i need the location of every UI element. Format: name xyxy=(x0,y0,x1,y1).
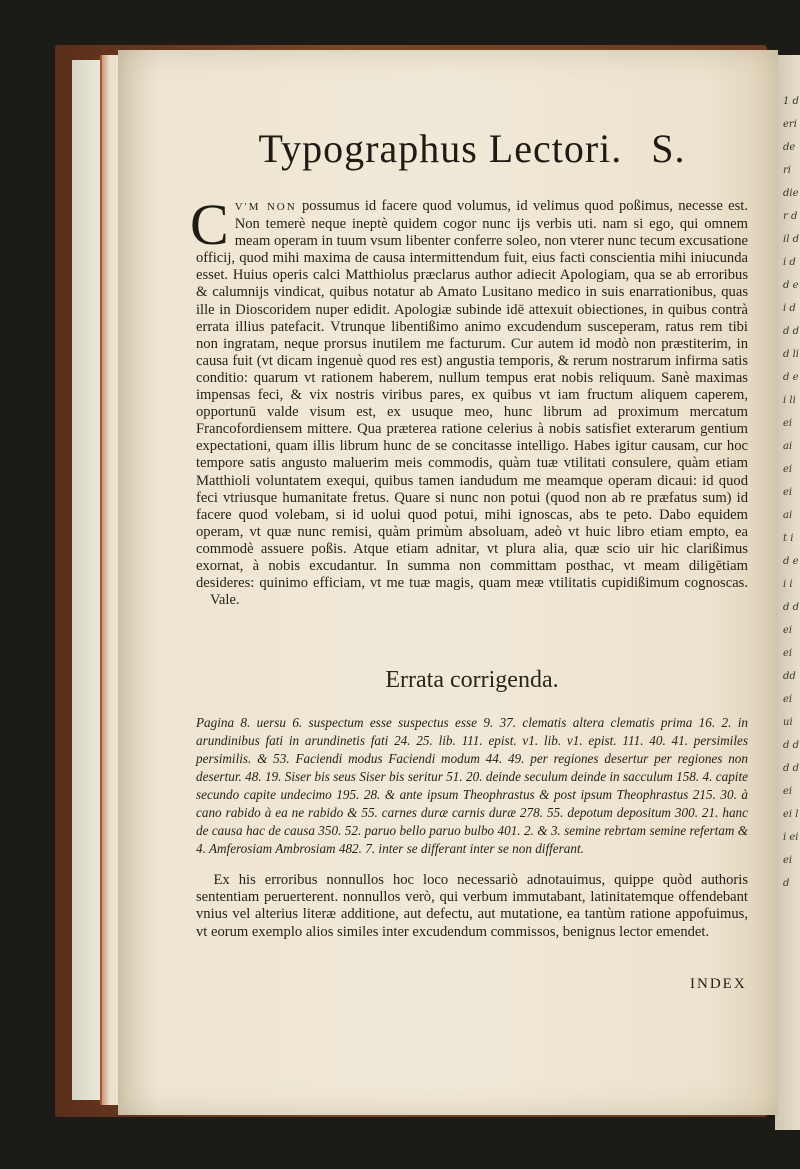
vale: Vale. xyxy=(210,592,240,609)
errata-list: Pagina 8. uersu 6. suspectum esse suspectus esse 9. 37. clematis altera clematis prima 16. 2. in arundinibus fati in arundinetis fati 24. 25. lib. 111. epist. v1. lib. v1. epist. 111. 40. 41. persimiles persimilis. & 53. Faciendi modus Faciendi modum 44. 49. per regiones desertur per regiones non desertur. 48. 19. Siser bis seus Siser bis seritur 51. 20. deinde seculum deinde in sacculum 158. 4. capite secundo capite undecimo 195. 28. & ante ipsum Theophrastus & post ipsum Theophrastus 215. 30. à cano rabido à ea ne rabido & 55. carnes duræ carnis duræ 278. 55. depotum depositum 300. 21. hanc de causa hac de causa 350. 52. paruo bello paruo bulbo 401. 2. & 3. semine rebrtam semine refertam & 4. Amferosiam Ambrosiam 482. 7. inter se differant inter se non differant. xyxy=(196,715,748,857)
errata-heading: Errata corrigenda. xyxy=(385,667,559,694)
preface-text: possumus id facere quod volumus, id velimus quod poßimus, necesse est. Non temerè neque ineptè quidem cogor nunc ijs verbis uti. nam si ego, qui omnem meam operam in tuum vsum libenter conferre soleo, non vterer nunc tecum excusatione officij, quod mihi maxima de causa intermittendum fuit, eius facti conscientia mihi iniucunda esset. Huius operis calci Matthiolus præclarus author adiecit Apologiam, qua se ab erroribus & calumnijs vindicat, quibus notatur ab Amato Lusitano medico in suis enarrationibus, quas ille in Dioscoridem nuper edidit. Apologiæ subinde idē attexuit obiectiones, in quibus contrà errata illius patefacit. Vtrunque libentißimo animo excudendum susceperam, ratus rem tibi non ingratam, neque prorsus inutilem me facturum. Cur autem id modò non præstiterim, in causa fuit (vt dicam ingenuè quod res est) angustia temporis, & rerum nostrarum infirma satis conditio: quarum vt rationem haberem, nullum tempus erat nobis reliquum. Sanè maximas impensas feci, & vix nostris viribus pares, ex quibus vt iam fructum aliquem caperem, opportunū valde visum est, ex usuque meo, hunc librum ad proximum mercatum Francofordiensem mittere. Qua præterea ratione celerius à nobis satisfiet exterarum gentium expectationi, quam illis librum hunc de se concitasse intelligo. Habes igitur causam, cur hoc tempore satis angusto maluerim meis commodis, quàm tuæ vtilitati consulere, quàm etiam Matthioli voluntatem exequi, quibus tamen iandudum me meamque operam dicaui: id quod feci vtriusque humanitate fretus. Quare si nunc non potui (quod non ab re præfatus sum) id facere quod volebam, si id uolui quod potui, mihi ignoscas, abs te peto. Dabo equidem operam, vt quæ nunc remisi, quàm primùm absoluam, adeò vt huic libro etiam empto, ea commodè assuere poßis. Atque etiam adnitar, vt plura alia, quæ scio uir hic clarißimus exornat, à nobis excudantur. In summa non committam posthac, vt meam diligētiam desideres: quinimo efficiam, vt me tuæ magis, quam meæ vtilitatis cupidißimum cognoscas. xyxy=(196,198,748,592)
closing-paragraph: Ex his erroribus nonnullos hoc loco necessariò adnotauimus, quippe quòd authoris sententiam peruerterent. nonnullos verò, qui verbum immutabant, latinitatemque offendebant vnius vel alterius literæ additione, aut defectu, aut mutatione, ea tantùm ratione appofuimus, vt eorum exemplo alios similes inter excudendum commissos, benignus lector emendet. xyxy=(196,872,748,940)
facing-page-fragments: 1 deri deri dier dil di d d ei d d d d li d ei li ei ai ei ei ai t i d ei i d d ei ei dd ei ui d d d d ei ei li ei ei d xyxy=(783,96,799,889)
catchword: INDEX xyxy=(690,976,747,992)
title-text: Typographus Lectori. xyxy=(258,126,623,171)
page-title xyxy=(196,125,748,172)
page-content xyxy=(190,125,748,941)
opening-caps: V'M NON xyxy=(234,201,297,213)
drop-cap: C xyxy=(190,192,229,257)
title-mark: S. xyxy=(651,126,686,171)
preface-paragraph xyxy=(190,192,748,609)
